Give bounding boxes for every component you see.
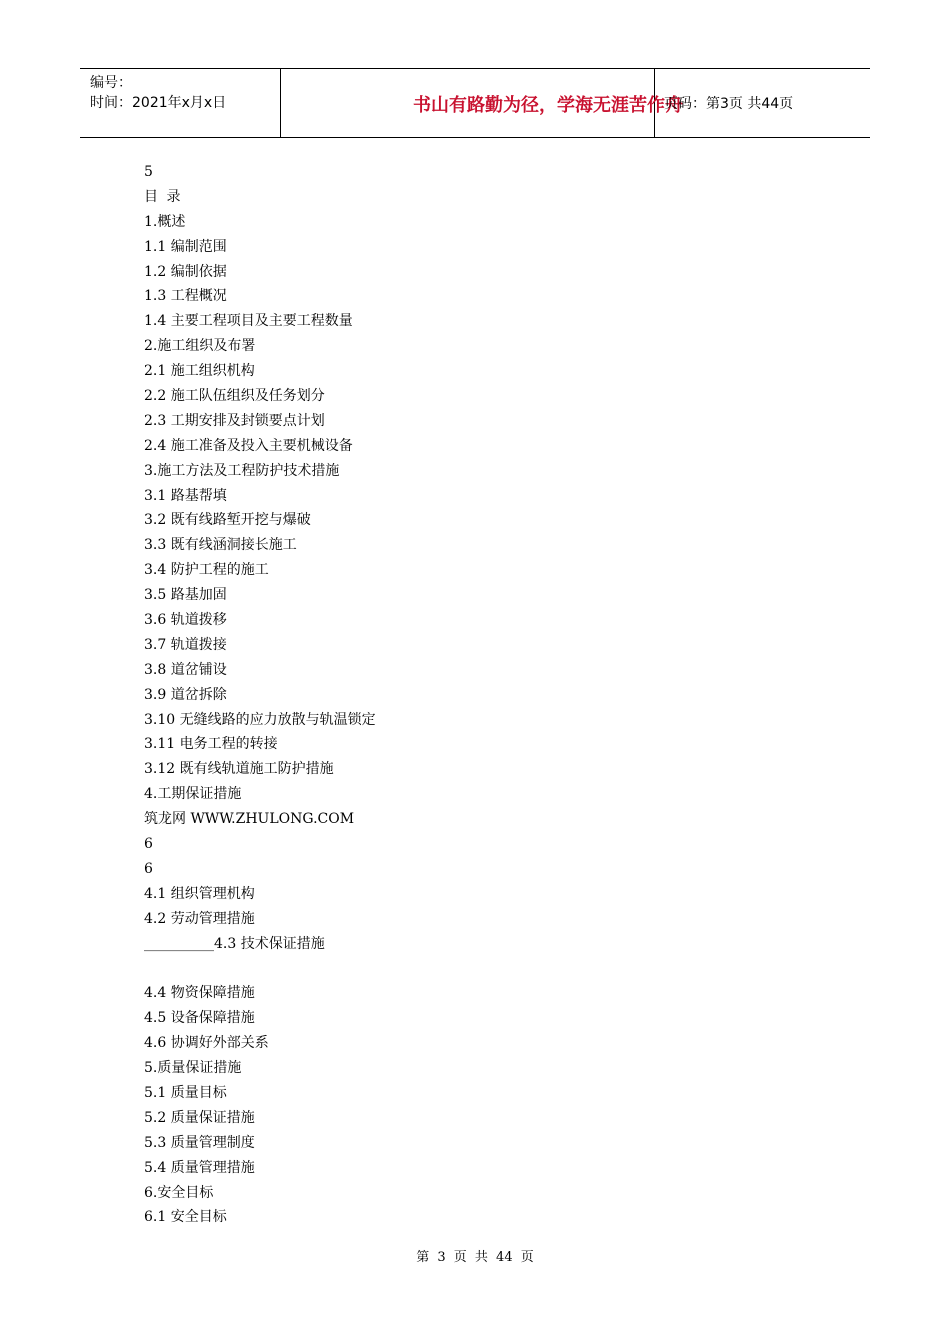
toc-line: 2.4 施工准备及投入主要机械设备 bbox=[144, 437, 353, 454]
toc-line: 2.施工组织及布署 bbox=[144, 338, 256, 355]
toc-line: 3.11 电务工程的转接 bbox=[144, 736, 278, 753]
toc-line: 1.2 编制依据 bbox=[144, 263, 227, 280]
toc-line: 5.3 质量管理制度 bbox=[144, 1134, 255, 1151]
toc-line: 6.1 安全目标 bbox=[144, 1209, 227, 1226]
toc-line: 1.4 主要工程项目及主要工程数量 bbox=[144, 313, 353, 330]
toc-line: 3.6 轨道拨移 bbox=[144, 612, 227, 629]
toc-line: 3.3 既有线涵洞接长施工 bbox=[144, 537, 297, 554]
header-divider bbox=[280, 69, 281, 137]
toc-line: 4.1 组织管理机构 bbox=[144, 885, 255, 902]
toc-line: 3.9 道岔拆除 bbox=[144, 686, 227, 703]
toc-line: 2.2 施工队伍组织及任务划分 bbox=[144, 388, 325, 405]
toc-line: 4.5 设备保障措施 bbox=[144, 1010, 255, 1027]
toc-line: 1.3 工程概况 bbox=[144, 288, 227, 305]
toc-line: 3.10 无缝线路的应力放散与轨温锁定 bbox=[144, 711, 376, 728]
header-page-info: 页码：第3页 共44页 bbox=[664, 96, 794, 112]
toc-line: 3.1 路基帮填 bbox=[144, 487, 227, 504]
toc-line: 3.7 轨道拨接 bbox=[144, 636, 227, 653]
watermark-text: 筑龙网 WWW.ZHULONG.COM bbox=[144, 811, 355, 828]
toc-line: 4.4 物资保障措施 bbox=[144, 985, 255, 1002]
toc-line: 4.2 劳动管理措施 bbox=[144, 910, 255, 927]
toc-line: 2.1 施工组织机构 bbox=[144, 363, 255, 380]
toc-line: 5.2 质量保证措施 bbox=[144, 1109, 255, 1126]
toc-line: 2.3 工期安排及封锁要点计划 bbox=[144, 412, 325, 429]
toc-line: 5.4 质量管理措施 bbox=[144, 1159, 255, 1176]
toc-line bbox=[144, 957, 784, 982]
toc-line: 3.5 路基加固 bbox=[144, 587, 227, 604]
page-footer: 第 3 页 共 44 页 bbox=[416, 1250, 534, 1265]
toc-line: 1.1 编制范围 bbox=[144, 238, 227, 255]
toc-line: 3.8 道岔铺设 bbox=[144, 661, 227, 678]
toc-title: 目 录 bbox=[144, 188, 183, 205]
toc-line: 3.2 既有线路堑开挖与爆破 bbox=[144, 512, 311, 529]
toc-line: 5.质量保证措施 bbox=[144, 1060, 242, 1077]
toc-line: 3.施工方法及工程防护技术措施 bbox=[144, 462, 340, 479]
toc-line: 1.概述 bbox=[144, 213, 186, 230]
page-header bbox=[80, 68, 870, 138]
toc-line: 6.安全目标 bbox=[144, 1184, 214, 1201]
toc-line: 3.4 防护工程的施工 bbox=[144, 562, 269, 579]
toc-line: 6 bbox=[144, 860, 153, 877]
header-motto: 书山有路勤为径，学海无涯苦作舟 bbox=[413, 95, 683, 116]
header-meta bbox=[90, 73, 226, 113]
table-of-contents bbox=[144, 160, 784, 1230]
toc-line: 4.6 协调好外部关系 bbox=[144, 1035, 269, 1052]
time-label: 时间：2021年x月x日 bbox=[90, 95, 227, 111]
number-label: 编号： bbox=[90, 75, 132, 91]
toc-line: 3.12 既有线轨道施工防护措施 bbox=[144, 761, 334, 778]
toc-line: 5.1 质量目标 bbox=[144, 1084, 227, 1101]
toc-line: 6 bbox=[144, 836, 153, 853]
toc-line: 5 bbox=[144, 164, 153, 180]
toc-line: __________4.3 技术保证措施 bbox=[144, 935, 325, 952]
toc-line: 4.工期保证措施 bbox=[144, 786, 242, 803]
